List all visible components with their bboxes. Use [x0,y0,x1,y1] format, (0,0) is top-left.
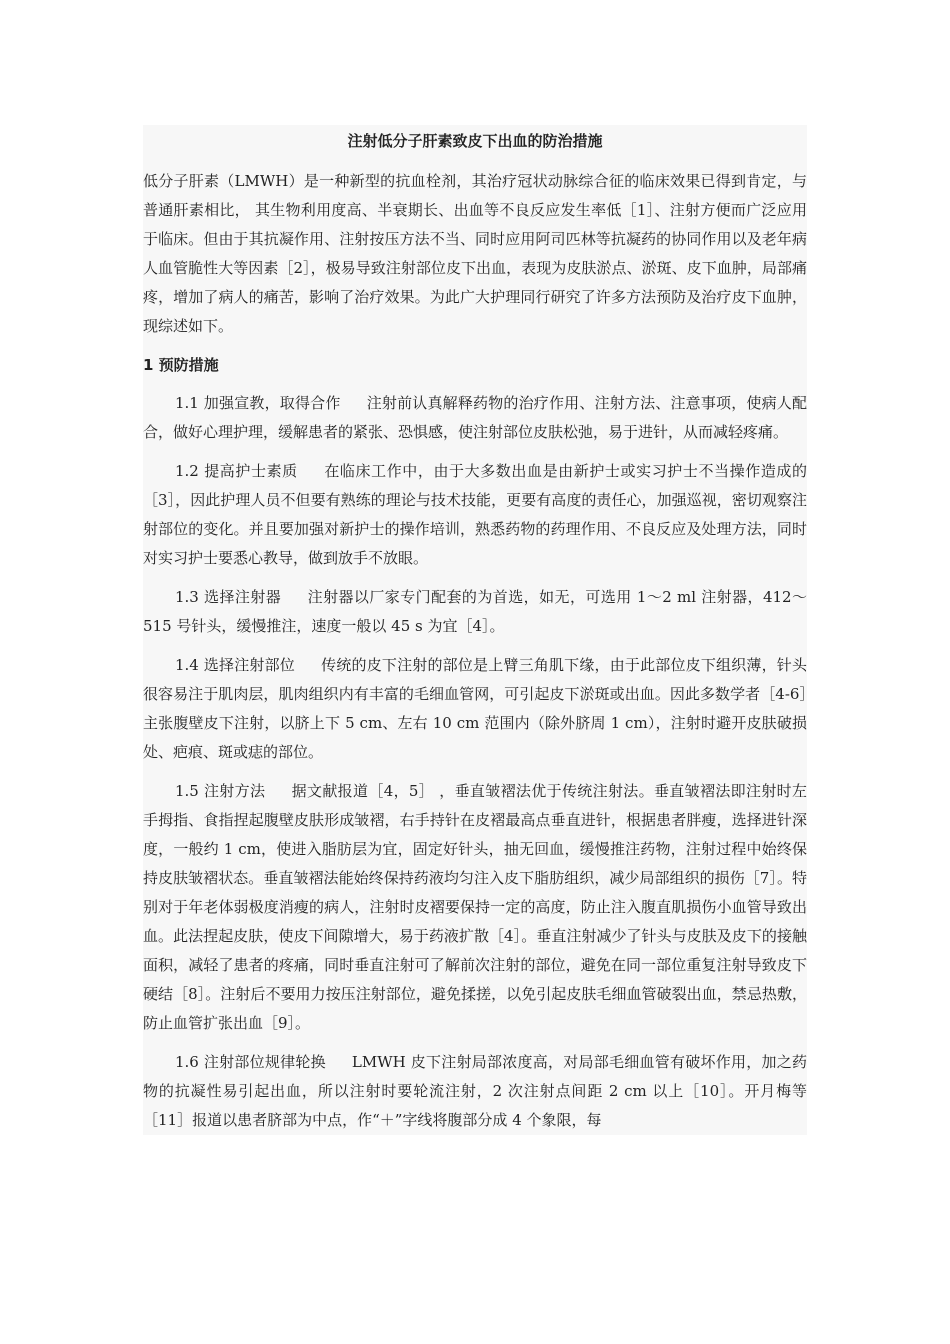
subsection-text: 在临床工作中，由于大多数出血是由新护士或实习护士不当操作造成的［3］，因此护理人员不但要有熟练的理论与技术技能，更要有高度的责任心，加强巡视，密切观察注射部位的变化。并且要加强对新护士的操作培训，熟悉药物的药理作用、不良反应及处理方法，同时对实习护士要悉心教导，做到放手不放眼。 [143,462,807,567]
subsection-text: LMWH 皮下注射局部浓度高，对局部毛细血管有破坏作用，加之药物的抗凝性易引起出血，所以注射时要轮流注射，2 次注射点间距 2 cm 以上［10］。开月梅等［11］报道以患者脐部为中点，作“＋”字线将腹部分成 4 个象限，每 [143,1053,808,1129]
subsection-label: 1.2 提高护士素质 [175,462,298,480]
subsection-text: 据文献报道［4，5］ ，垂直皱褶法优于传统注射法。垂直皱褶法即注射时左手拇指、食指捏起腹壁皮肤形成皱褶，右手持针在皮褶最高点垂直进针，根据患者胖瘦，选择进针深度，一般约 1 cm，使进入脂肪层为宜，固定好针头，抽无回血，缓慢推注药物，注射过程中始终保持皮肤皱褶状态。垂直皱褶法能始终保持药液均匀注入皮下脂肪组织，减少局部组织的损伤［7］。特别对于年老体弱极度消瘦的病人，注射时皮褶要保持一定的高度，防止注入腹直肌损伤小血管导致出血。此法捏起皮肤，使皮下间隙增大，易于药液扩散［4］。垂直注射减少了针头与皮肤及皮下的接触面积，减轻了患者的疼痛，同时垂直注射可了解前次注射的部位，避免在同一部位重复注射导致皮下硬结［8］。注射后不要用力按压注射部位，避免揉搓，以免引起皮肤毛细血管破裂出血，禁忌热敷，防止血管扩张出血［9］。 [143,782,808,1032]
intro-paragraph: 低分子肝素（LMWH）是一种新型的抗血栓剂，其治疗冠状动脉综合征的临床效果已得到肯定，与普通肝素相比， 其生物利用度高、半衰期长、出血等不良反应发生率低［1］、注射方便而广泛应用于临床。但由于其抗凝作用、注射按压方法不当、同时应用阿司匹林等抗凝药的协同作用以及老年病人血管脆性大等因素［2］，极易导致注射部位皮下出血，表现为皮肤淤点、淤斑、皮下血肿，局部痛疼，增加了病人的痛苦，影响了治疗效果。为此广大护理同行研究了许多方法预防及治疗皮下血肿，现综述如下。 [143,172,807,335]
subsection-label: 1.1 加强宣教，取得合作 [175,394,341,412]
subsection-1-4 [143,651,807,767]
document-body [143,125,807,1135]
subsection-1-5 [143,777,807,1038]
subsection-label: 1.4 选择注射部位 [175,656,295,674]
subsection-label: 1.5 注射方法 [175,782,266,800]
subsection-text: 注射前认真解释药物的治疗作用、注射方法、注意事项，使病人配合，做好心理护理，缓解患者的紧张、恐惧感，使注射部位皮肤松弛，易于进针，从而减轻疼痛。 [143,394,807,441]
subsection-label: 1.6 注射部位规律轮换 [175,1053,326,1071]
subsection-label: 1.3 选择注射器 [175,588,282,606]
document-title: 注射低分子肝素致皮下出血的防治措施 [347,132,603,150]
subsection-text: 注射器以厂家专门配套的为首选，如无，可选用 1～2 ml 注射器，412～515 号针头，缓慢推注，速度一般以 45 s 为宜［4］。 [143,588,807,635]
subsection-1-6 [143,1048,807,1135]
section-heading: 1 预防措施 [143,356,219,374]
subsection-1-3 [143,583,807,641]
subsection-1-1 [143,389,807,447]
subsection-1-2 [143,457,807,573]
subsection-text: 传统的皮下注射的部位是上臂三角肌下缘，由于此部位皮下组织薄，针头很容易注于肌肉层，肌肉组织内有丰富的毛细血管网，可引起皮下淤斑或出血。因此多数学者［4-6］主张腹壁皮下注射，以脐上下 5 cm、左右 10 cm 范围内（除外脐周 1 cm），注射时避开皮肤破损处、疤痕、斑或痣的部位。 [143,656,807,761]
